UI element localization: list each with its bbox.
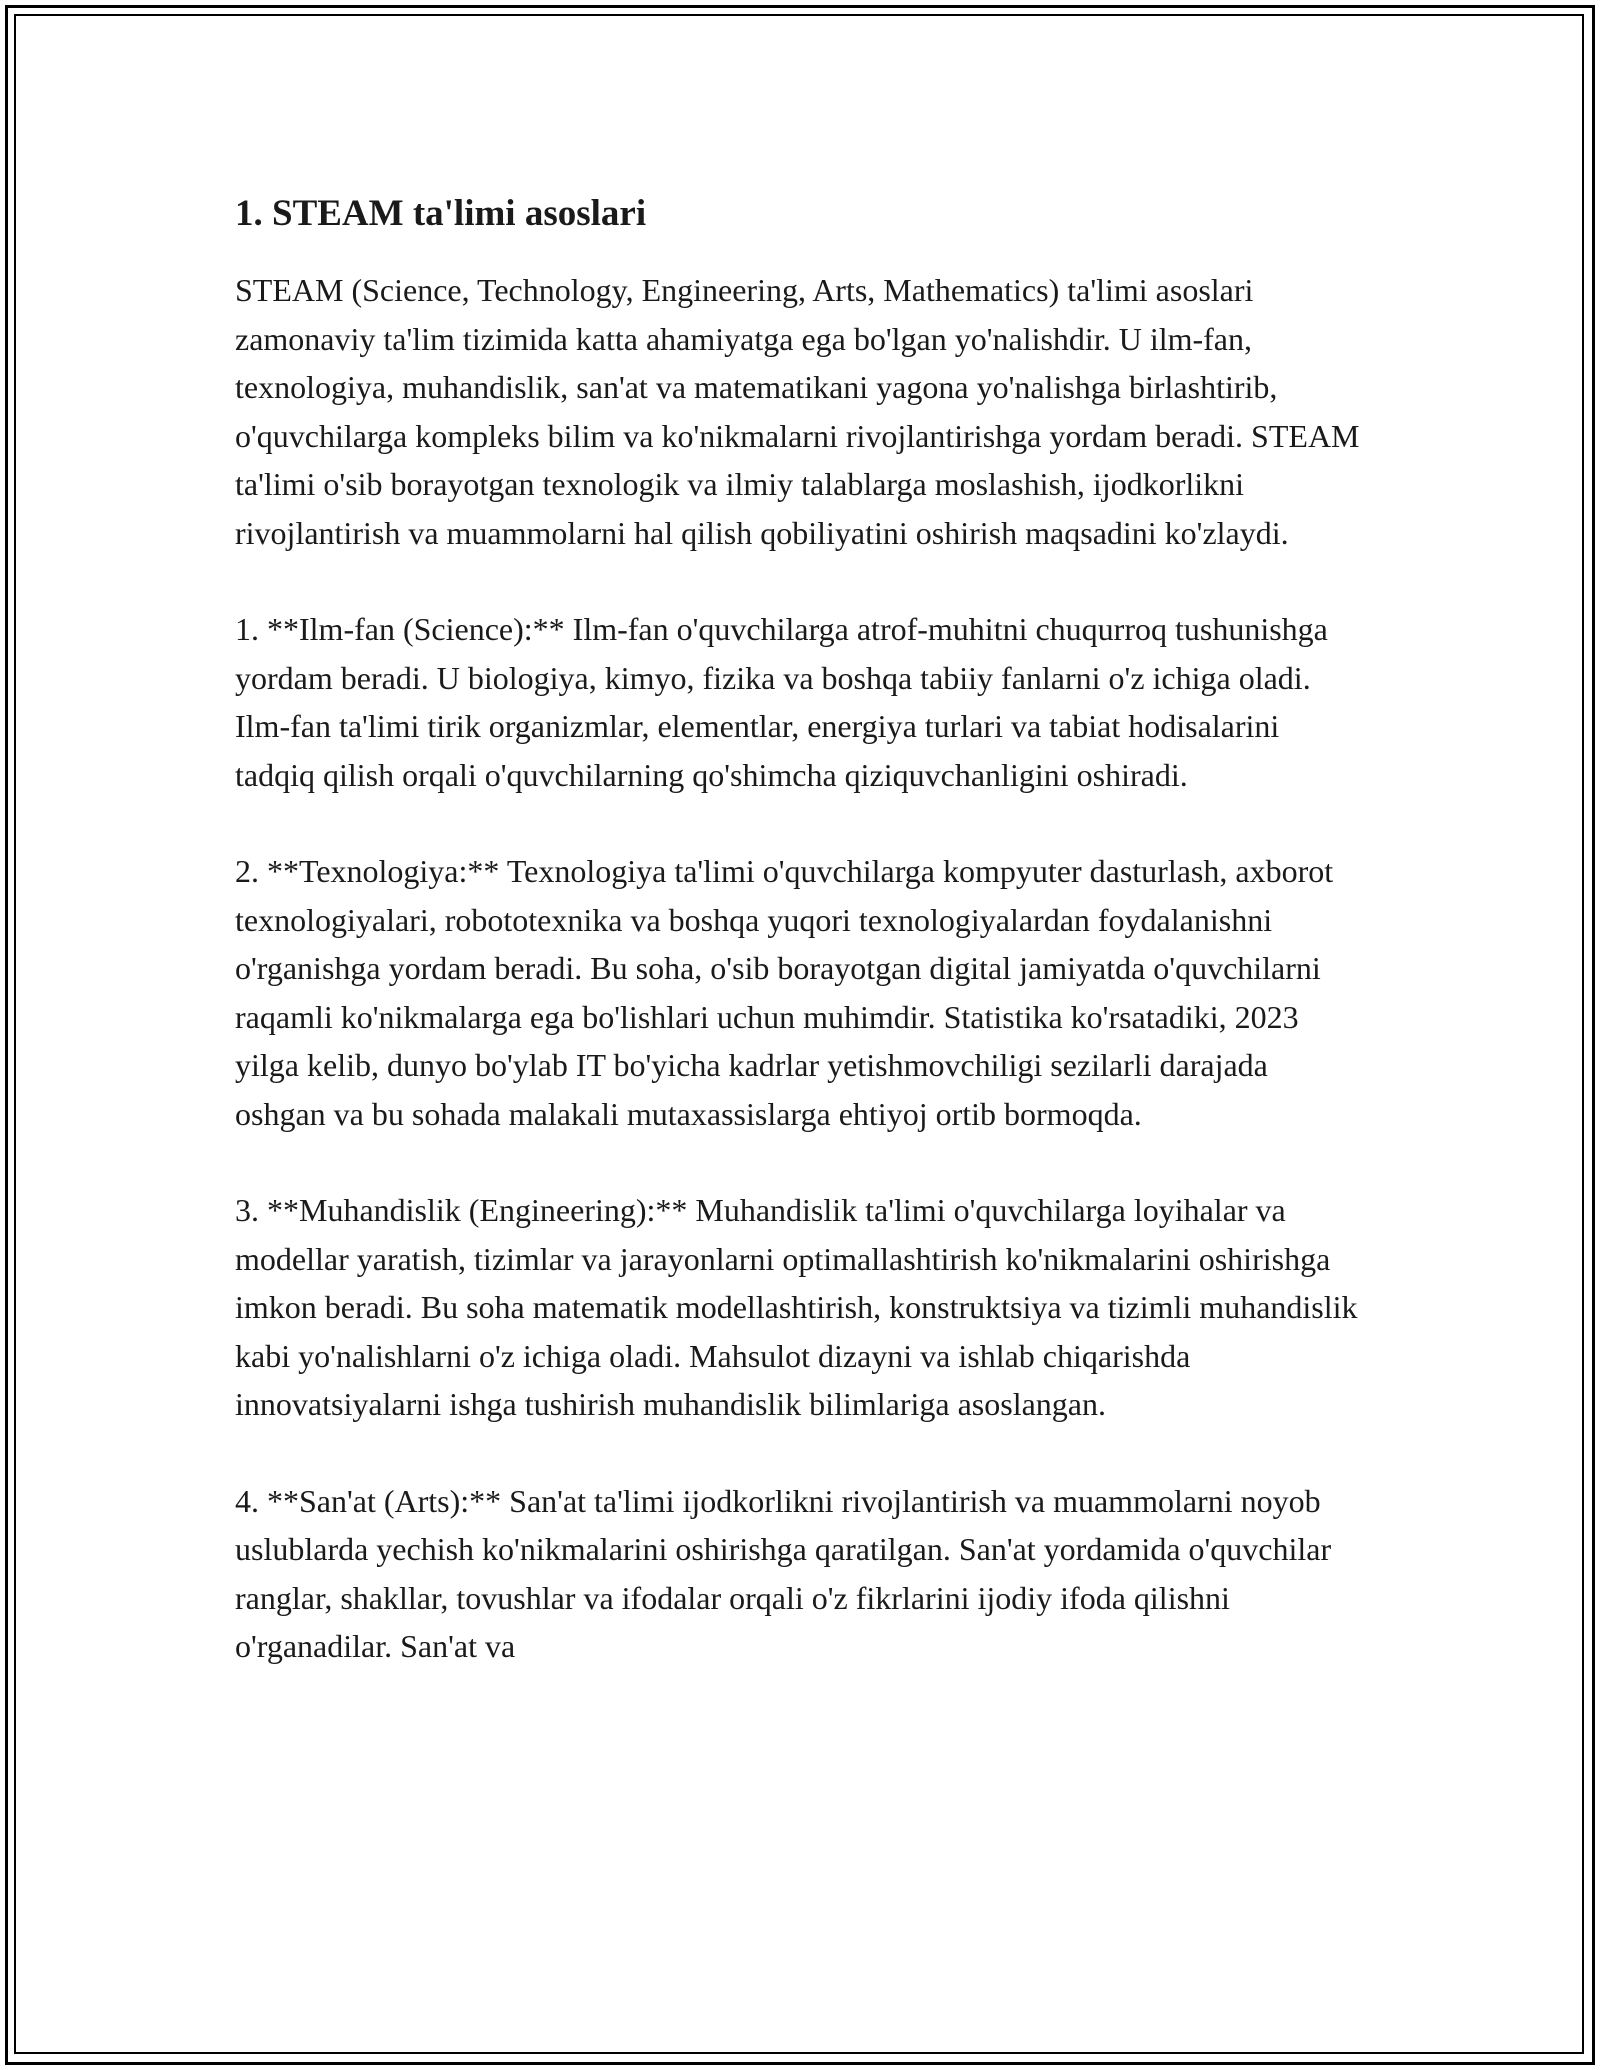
document-body (235, 186, 1365, 1719)
technology-paragraph: 2. **Texnologiya:** Texnologiya ta'limi o'quvchilarga kompyuter dasturlash, axborot texnologiyalari, robototexnika va boshqa yuqori texnologiyalardan foydalanishni o'rganishga yordam beradi. Bu soha, o'sib borayotgan digital jamiyatda o'quvchilarni raqamli ko'nikmalarga ega bo'lishlari uchun muhimdir. Statistika ko'rsatadiki, 2023 yilga kelib, dunyo bo'ylab IT bo'yicha kadrlar yetishmovchiligi sezilarli darajada oshgan va bu sohada malakali mutaxassislarga ehtiyoj ortib bormoqda. (235, 853, 1334, 1132)
intro-paragraph: STEAM (Science, Technology, Engineering, Arts, Mathematics) ta'limi asoslari zamonaviy ta'lim tizimida katta ahamiyatga ega bo'lgan yo'nalishdir. U ilm-fan, texnologiya, muhandislik, san'at va matematikani yagona yo'nalishga birlashtirib, o'quvchilarga kompleks bilim va ko'nikmalarni rivojlantirishga yordam beradi. STEAM ta'limi o'sib borayotgan texnologik va ilmiy talablarga moslashish, ijodkorlikni rivojlantirish va muammolarni hal qilish qobiliyatini oshirish maqsadini ko'zlaydi. (235, 272, 1360, 551)
arts-paragraph: 4. **San'at (Arts):** San'at ta'limi ijodkorlikni rivojlantirish va muammolarni noyob uslublarda yechish ko'nikmalarini oshirishga qaratilgan. San'at yordamida o'quvchilar ranglar, shakllar, tovushlar va ifodalar orqali o'z fikrlarini ijodiy ifoda qilishni o'rganadilar. San'at va (235, 1482, 1332, 1664)
science-paragraph: 1. **Ilm-fan (Science):** Ilm-fan o'quvchilarga atrof-muhitni chuqurroq tushunishga yordam beradi. U biologiya, kimyo, fizika va boshqa tabiiy fanlarni o'z ichiga oladi. Ilm-fan ta'limi tirik organizmlar, elementlar, energiya turlari va tabiat hodisalarini tadqiq qilish orqali o'quvchilarning qo'shimcha qiziquvchanligini oshiradi. (235, 611, 1328, 793)
section-title: 1. STEAM ta'limi asoslari (235, 193, 647, 234)
engineering-paragraph: 3. **Muhandislik (Engineering):** Muhandislik ta'limi o'quvchilarga loyihalar va modellar yaratish, tizimlar va jarayonlarni optimallashtirish ko'nikmalarini oshirishga imkon beradi. Bu soha matematik modellashtirish, konstruktsiya va tizimli muhandislik kabi yo'nalishlarni o'z ichiga oladi. Mahsulot dizayni va ishlab chiqarishda innovatsiyalarni ishga tushirish muhandislik bilimlariga asoslangan. (235, 1192, 1358, 1422)
